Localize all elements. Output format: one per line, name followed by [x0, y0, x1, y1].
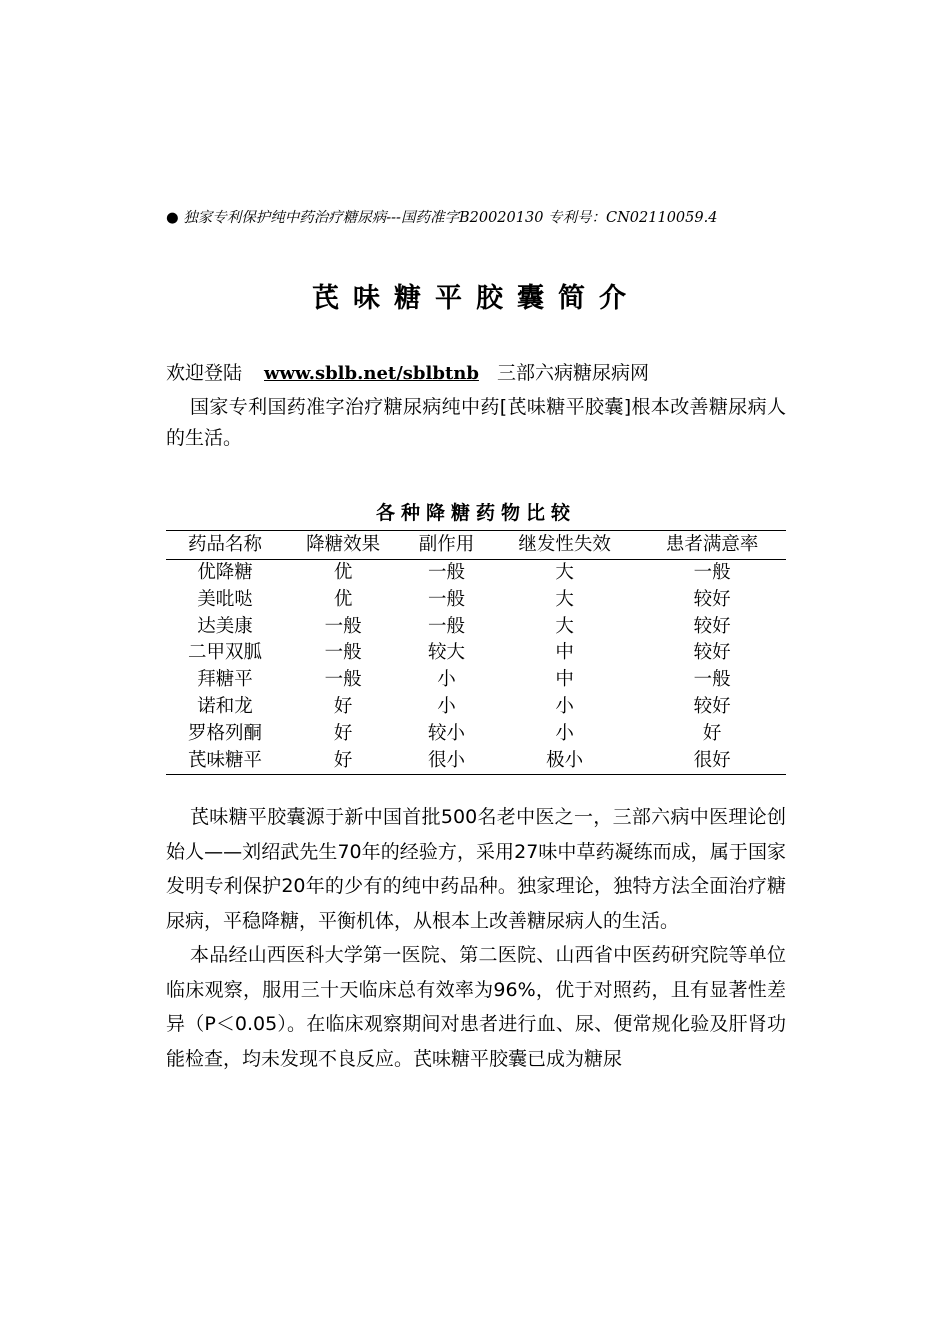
table-cell: 小	[555, 695, 574, 717]
table-row	[166, 640, 786, 667]
paragraph-clinical: 本品经山西医科大学第一医院、第二医院、山西省中医药研究院等单位临床观察，服用三十天临床总有效率为96%，优于对照药，且有显著性差异（P＜0.05）。在临床观察期间对患者进行血、尿、便常规化验及肝肾功能检查，均未发现不良反应。芪味糖平胶囊已成为糖尿	[166, 944, 786, 1070]
table-cell: 大	[555, 615, 574, 637]
website-name: 三部六病糖尿病网	[496, 362, 649, 384]
table-cell: 较好	[693, 695, 731, 717]
column-header: 继发性失效	[518, 534, 611, 555]
column-header: 患者满意率	[665, 534, 759, 555]
table-cell: 小	[555, 722, 574, 744]
page-title: 芪味糖平胶囊简介	[312, 283, 640, 314]
table-cell: 好	[333, 695, 353, 717]
patent-header-line: ● 独家专利保护纯中药治疗糖尿病---国药准字B20020130 专利号：CN02110059.4	[166, 210, 718, 226]
table-cell: 一般	[427, 615, 465, 637]
table-cell: 较好	[693, 588, 731, 610]
column-header: 降糖效果	[306, 534, 381, 555]
body-text	[166, 800, 786, 1076]
table-cell: 优降糖	[197, 562, 253, 583]
table-cell: 二甲双胍	[188, 642, 263, 664]
table-cell: 小	[437, 669, 456, 691]
table-cell: 较小	[427, 722, 465, 744]
table-cell: 大	[555, 588, 574, 610]
table-cell: 较好	[693, 642, 731, 664]
table-cell: 优	[333, 588, 353, 610]
table-cell: 芪味糖平	[188, 749, 263, 771]
table-cell: 美吡哒	[197, 588, 253, 610]
drug-comparison-table	[166, 530, 786, 775]
table-cell: 一般	[693, 562, 731, 583]
table-cell: 好	[333, 749, 353, 771]
table-cell: 较好	[693, 615, 731, 637]
paragraph-origin: 芪味糖平胶囊源于新中国首批500名老中医之一，三部六病中医理论创始人——刘绍武先生70年的经验方，采用27味中草药凝练而成，属于国家发明专利保护20年的少有的纯中药品种。独家理论，独特方法全面治疗糖尿病，平稳降糖，平衡机体，从根本上改善糖尿病人的生活。	[166, 806, 786, 932]
table-row	[166, 667, 786, 694]
table-cell: 中	[555, 642, 574, 664]
table-cell: 一般	[324, 615, 362, 637]
table-cell: 好	[702, 722, 722, 744]
website-link[interactable]: www.sblb.net/sblbtnb	[264, 363, 479, 384]
table-cell: 大	[555, 562, 574, 583]
table-row	[166, 721, 786, 748]
table-cell: 一般	[324, 669, 362, 691]
table-cell: 好	[333, 722, 353, 744]
table-body	[166, 560, 786, 775]
welcome-line	[166, 358, 786, 385]
table-row	[166, 614, 786, 641]
table-cell: 一般	[693, 669, 731, 691]
table-cell: 一般	[324, 642, 362, 664]
table-cell: 达美康	[197, 615, 253, 637]
table-cell: 罗格列酮	[188, 722, 263, 744]
table-cell: 极小	[546, 749, 584, 771]
table-row	[166, 748, 786, 775]
table-cell: 拜糖平	[197, 669, 253, 691]
intro-paragraph: 国家专利国药准字治疗糖尿病纯中药[芪味糖平胶囊]根本改善糖尿病人的生活。	[166, 396, 786, 449]
table-header-row	[166, 531, 786, 560]
table-cell: 较大	[427, 642, 465, 664]
table-cell: 小	[437, 695, 456, 717]
table-cell: 很好	[693, 749, 731, 771]
table-row	[166, 560, 786, 587]
column-header: 药品名称	[188, 534, 263, 555]
table-row	[166, 694, 786, 721]
table-title: 各种降糖药物比较	[375, 502, 576, 524]
welcome-prefix: 欢迎登陆	[166, 362, 243, 384]
table-row	[166, 587, 786, 614]
table-cell: 很小	[427, 749, 465, 771]
table-cell: 一般	[427, 588, 465, 610]
table-cell: 优	[333, 562, 353, 583]
table-cell: 诺和龙	[197, 695, 253, 717]
table-cell: 中	[555, 669, 574, 691]
table-cell: 一般	[427, 562, 465, 583]
column-header: 副作用	[418, 534, 475, 555]
